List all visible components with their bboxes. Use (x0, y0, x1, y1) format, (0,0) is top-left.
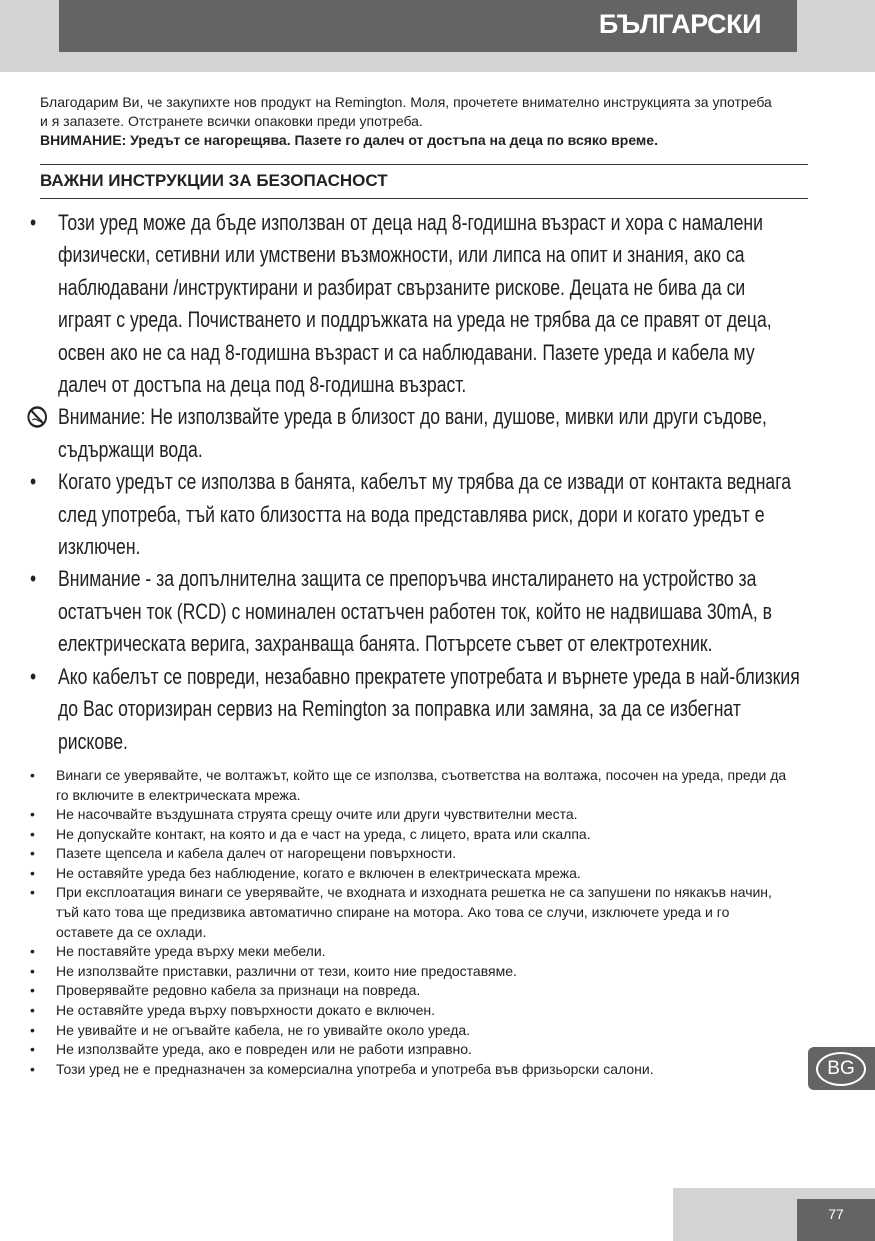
item-text: Не използвайте приставки, различни от тези, които ние предоставяме. (56, 962, 517, 979)
small-safety-list (30, 766, 790, 1080)
item-text: Не допускайте контакт, на която и да е част на уреда, с лицето, врата или скалпа. (56, 825, 591, 842)
bullet: • (30, 1060, 35, 1077)
list-item (30, 466, 802, 563)
list-item (30, 883, 790, 942)
bullet: • (30, 943, 35, 960)
item-text: Винаги се уверявайте, че волтажът, който ще се използва, съответства на волтажа, посочен на уреда, преди да го включите в електрическата мрежа. (56, 766, 787, 803)
list-item (30, 1021, 790, 1041)
item-text: Не оставяйте уреда върху повърхности докато е включен. (56, 1002, 436, 1019)
item-text: Не насочвайте въздушната струята срещу очите или други чувствителни места. (56, 806, 578, 823)
bullet: • (30, 566, 37, 592)
item-text: Не оставяйте уреда без наблюдение, когато е включен в електрическата мрежа. (56, 864, 581, 881)
item-text: Когато уредът се използва в банята, кабелът му трябва да се извади от контакта веднага след употреба, тъй като близостта на вода представлява риск, дори и когато уредът е изключен. (58, 469, 792, 560)
item-text: Пазете щепсела и кабела далеч от нагорещени повърхности. (56, 845, 457, 862)
list-item (30, 805, 790, 825)
bullet: • (30, 884, 35, 901)
list-item (30, 1040, 790, 1060)
intro (40, 93, 780, 150)
list-item (30, 563, 802, 660)
list-item (30, 825, 790, 845)
bullet: • (30, 806, 35, 823)
large-safety-list (30, 207, 802, 758)
list-item (30, 207, 802, 401)
bullet: • (30, 210, 37, 235)
bullet: • (30, 766, 35, 783)
list-item (30, 864, 790, 884)
list-item (30, 401, 802, 466)
divider-bottom (40, 198, 808, 199)
page-content (0, 93, 875, 1079)
bullet: • (30, 825, 35, 842)
list-item (30, 1001, 790, 1021)
list-item (30, 981, 790, 1001)
bullet: • (30, 864, 35, 881)
item-text: Не поставяйте уреда върху меки мебели. (56, 943, 326, 960)
bullet: • (30, 1002, 35, 1019)
intro-text: Благодарим Ви, че закупихте нов продукт на Remington. Моля, прочетете внимателно инструкцията за употреба и я запазете. Отстранете всички опаковки преди употреба. (40, 94, 772, 129)
bullet: • (30, 1021, 35, 1038)
bullet: • (30, 845, 35, 862)
list-item (30, 766, 790, 805)
list-item (30, 962, 790, 982)
item-text: Не увивайте и не огъвайте кабела, не го увивайте около уреда. (56, 1021, 471, 1038)
list-item (30, 661, 802, 758)
item-text: Този уред може да бъде използван от деца над 8-годишна възраст и хора с намалени физически, сетивни или умствени възможности, или липса на опит и знания, ако са наблюдавани /инструктирани и разбират свързаните рискове. Децата не бива да си играят с уреда. Почистването и поддръжката на уреда не трябва да се правят от деца, освен ако не са над 8-годишна възраст и са наблюдавани. Пазете уреда и кабела му далеч от достъпа на деца под 8-годишна възраст. (58, 210, 772, 398)
badge-label: BG (816, 1052, 866, 1086)
list-item (30, 1060, 790, 1080)
intro-warning: ВНИМАНИЕ: Уредът се нагорещява. Пазете го далеч от достъпа на деца по всяко време. (40, 132, 658, 148)
bullet: • (30, 962, 35, 979)
language-badge (808, 1047, 875, 1090)
list-item (30, 942, 790, 962)
bullet: • (30, 663, 37, 689)
item-text: Не използвайте уреда, ако е повреден или не работи изправно. (56, 1041, 472, 1058)
language-title: БЪЛГАРСКИ (598, 9, 761, 39)
item-text: Проверявайте редовно кабела за признаци на повреда. (56, 982, 421, 999)
item-text: Ако кабелът се повреди, незабавно прекратете употребата и върнете уреда в най-близкия до Вас оторизиран сервиз на Remington за поправка или замяна, за да се избегнат рискове. (58, 663, 800, 754)
bullet: • (30, 1041, 35, 1058)
item-text: Внимание - за допълнителна защита се препоръчва инсталирането на устройство за остатъчен ток (RCD) с номинален остатъчен работен ток, който не надвишава 30mA, в електрическата верига, захранваща банята. Потърсете съвет от електротехник. (58, 566, 772, 657)
item-text: При експлоатация винаги се уверявайте, че входната и изходната решетка не са запушени по някакъв начин, тъй като това ще предизвика автоматично спиране на мотора. Ако това се случи, изключете уреда и го оставете да се охлади. (56, 884, 772, 940)
large-safety-list-wrap (30, 207, 800, 758)
bullet: • (30, 469, 37, 495)
language-header (59, 0, 797, 52)
page-number: 77 (797, 1199, 875, 1241)
list-item (30, 844, 790, 864)
no-water-warning-icon (27, 406, 48, 428)
section-title: ВАЖНИ ИНСТРУКЦИИ ЗА БЕЗОПАСНОСТ (40, 171, 388, 190)
item-text: Този уред не е предназначен за комерсиална употреба и употреба във фризьорски салони. (56, 1060, 654, 1077)
bullet: • (30, 982, 35, 999)
item-text: Внимание: Не използвайте уреда в близост до вани, душове, мивки или други съдове, съдържащи вода. (58, 404, 767, 462)
